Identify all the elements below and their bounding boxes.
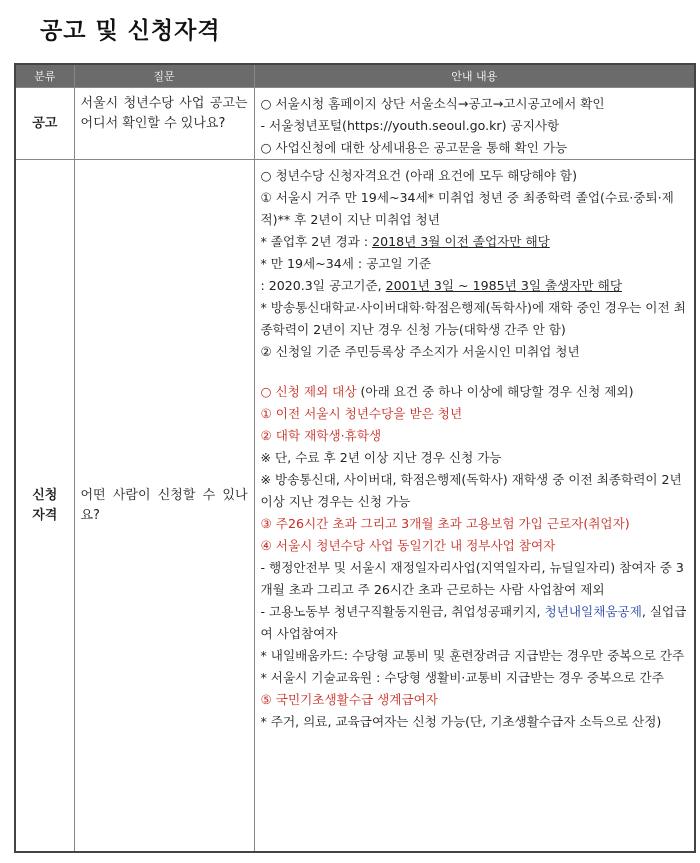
table-header-row — [15, 64, 695, 88]
guide-line: ① 서울시 거주 만 19세~34세* 미취업 청년 중 최종학력 졸업(수료·중퇴·제적)** 후 2년이 지난 미취업 청년 — [260, 190, 674, 227]
category-cell: 공고 — [15, 88, 74, 160]
guide-cell — [254, 160, 695, 853]
guide-line: * 만 19세~34세 : 공고일 기준 — [260, 256, 431, 271]
guide-line — [261, 275, 689, 297]
guide-line: ① 이전 서울시 청년수당을 받은 청년 — [260, 406, 463, 421]
guide-text: : 2020.3일 공고기준, — [260, 278, 386, 293]
guide-line: * 주거, 의료, 교육급여자는 신청 가능(단, 기초생활수급자 소득으로 산정) — [260, 714, 662, 729]
guide-text: , 실업급여 사업참여자 — [260, 604, 687, 641]
guide-text-underlined: 2018년 3월 이전 졸업자만 해당 — [372, 234, 550, 249]
table-row — [15, 88, 695, 160]
guide-text: * 졸업후 2년 경과 : — [260, 234, 373, 249]
header-guide: 안내 내용 — [254, 64, 695, 88]
guide-line: ※ 단, 수료 후 2년 이상 지난 경우 신청 가능 — [260, 450, 502, 465]
guide-line — [261, 381, 689, 403]
guide-text: - 고용노동부 청년구직활동지원금, 취업성공패키지, — [260, 604, 545, 619]
guide-line: * 내일배움카드: 수당형 교통비 및 훈련장려금 지급받는 경우만 중복으로 간주 — [260, 648, 685, 663]
table-row — [15, 160, 695, 853]
guide-text-underlined: 2001년 3일 ~ 1985년 3일 출생자만 해당 — [385, 278, 623, 293]
category-cell — [15, 160, 74, 853]
guide-line: ○ 서울시청 홈페이지 상단 서울소식→공고→고시공고에서 확인 — [260, 96, 605, 111]
guide-line: ② 신청일 기준 주민등록상 주소지가 서울시인 미취업 청년 — [260, 344, 580, 359]
category-label: 신청 자격 — [32, 487, 58, 523]
guide-line: - 행정안전부 및 서울시 재정일자리사업(지역일자리, 뉴딜일자리) 참여자 중 3개월 초과 그리고 주 26시간 초과 근로하는 사람 사업참여 제외 — [260, 560, 684, 597]
guide-line: ○ 사업신청에 대한 상세내용은 공고문을 통해 확인 가능 — [260, 140, 568, 155]
guide-text-blue: 청년내일채움공제 — [544, 604, 642, 619]
guide-line: * 방송통신대학교·사이버대학·학점은행제(독학사)에 재학 중인 경우는 이전 최종학력이 2년이 지난 경우 신청 가능(대학생 간주 안 함) — [260, 300, 686, 337]
faq-table — [14, 63, 696, 853]
guide-line: ③ 주26시간 초과 그리고 3개월 초과 고용보험 가입 근로자(취업자) — [260, 516, 630, 531]
guide-line: ⑤ 국민기초생활수급 생계급여자 — [260, 692, 438, 707]
header-question: 질문 — [74, 64, 254, 88]
page-title: 공고 및 신청자격 — [40, 18, 221, 44]
guide-text: (아래 요건 중 하나 이상에 해당할 경우 신청 제외) — [356, 384, 634, 399]
guide-cell — [254, 88, 695, 160]
guide-text-red: ○ 신청 제외 대상 — [260, 384, 357, 399]
question-cell: 서울시 청년수당 사업 공고는 어디서 확인할 수 있나요? — [74, 88, 254, 160]
guide-line: * 서울시 기술교육원 : 수당형 생활비·교통비 지급받는 경우 중복으로 간주 — [260, 670, 664, 685]
guide-line: - 서울청년포털(https://youth.seoul.go.kr) 공지사항 — [260, 118, 560, 133]
guide-line — [261, 601, 689, 645]
guide-line: ※ 방송통신대, 사이버대, 학점은행제(독학사) 재학생 중 이전 최종학력이 2년 이상 지난 경우는 신청 가능 — [260, 472, 682, 509]
guide-line: ② 대학 재학생·휴학생 — [260, 428, 382, 443]
guide-line — [261, 231, 689, 253]
header-category: 분류 — [15, 64, 74, 88]
guide-line: ④ 서울시 청년수당 사업 동일기간 내 정부사업 참여자 — [260, 538, 556, 553]
question-cell: 어떤 사람이 신청할 수 있나요? — [74, 160, 254, 853]
guide-line: ○ 청년수당 신청자격요건 (아래 요건에 모두 해당해야 함) — [260, 168, 577, 183]
